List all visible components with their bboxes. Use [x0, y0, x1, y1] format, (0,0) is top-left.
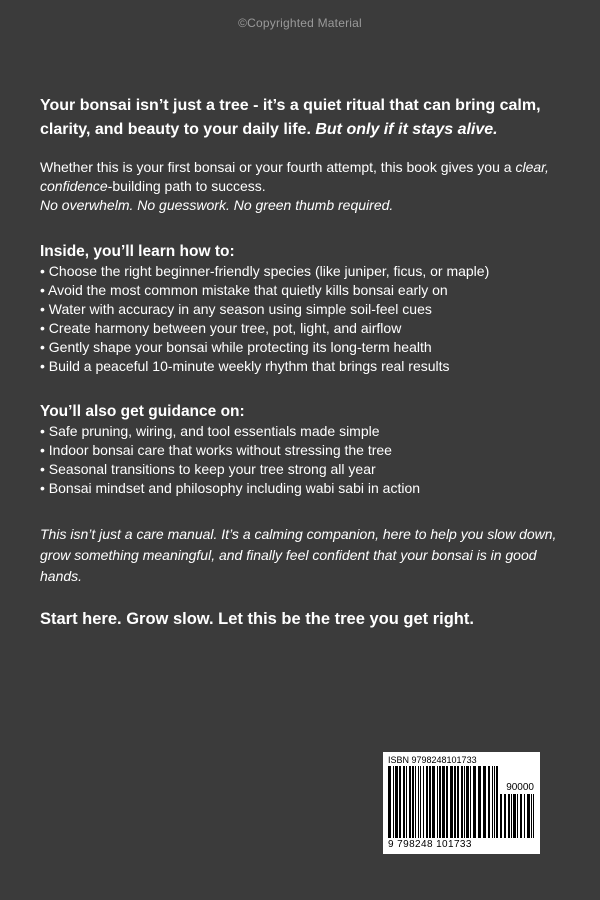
list-item: • Safe pruning, wiring, and tool essentials made simple [40, 423, 380, 439]
isbn-label: ISBN 9798248101733 [388, 755, 477, 765]
learn-heading: Inside, you’ll learn how to: [40, 243, 235, 260]
description-paragraph [40, 158, 570, 215]
price-barcode-bars [500, 794, 536, 838]
guidance-list [40, 422, 570, 498]
intro-paragraph [40, 94, 570, 142]
list-item: • Water with accuracy in any season using simple soil-feel cues [40, 301, 432, 317]
closing-paragraph: This isn’t just a care manual. It’s a calming companion, here to help you slow down, grow something meaningful, and finally feel confident that your bonsai is in good hands. [40, 526, 557, 584]
list-item: • Create harmony between your tree, pot, light, and airflow [40, 320, 402, 336]
tagline: Start here. Grow slow. Let this be the tree you get right. [40, 610, 474, 628]
barcode-bars [388, 766, 498, 838]
price-code: 90000 [506, 782, 534, 793]
list-item: • Build a peaceful 10-minute weekly rhythm that brings real results [40, 358, 450, 374]
list-item: • Bonsai mindset and philosophy including wabi sabi in action [40, 480, 421, 496]
list-item: • Choose the right beginner-friendly species (like juniper, ficus, or maple) [40, 263, 490, 279]
description-italic-line: No overwhelm. No guesswork. No green thumb required. [40, 197, 394, 213]
copyright-watermark: ©Copyrighted Material [238, 16, 362, 30]
learn-list [40, 262, 570, 376]
barcode-number: 9 798248 101733 [388, 839, 472, 850]
guidance-heading: You’ll also get guidance on: [40, 403, 245, 420]
description-text-2: -building path to success. [107, 178, 266, 194]
description-text-1: Whether this is your first bonsai or your fourth attempt, this book gives you a [40, 159, 512, 175]
description-italic-1: clear, confidence [40, 159, 549, 194]
isbn-barcode [383, 752, 540, 854]
list-item: • Seasonal transitions to keep your tree strong all year [40, 461, 376, 477]
back-cover-text [40, 94, 570, 630]
list-item: • Avoid the most common mistake that quietly kills bonsai early on [40, 282, 448, 298]
list-item: • Indoor bonsai care that works without stressing the tree [40, 442, 392, 458]
list-item: • Gently shape your bonsai while protecting its long-term health [40, 339, 432, 355]
intro-bold-text: Your bonsai isn’t just a tree - it’s a quiet ritual that can bring calm, clarity, and beauty to your daily life. [40, 97, 541, 138]
intro-italic-text: But only if it stays alive. [315, 121, 498, 138]
